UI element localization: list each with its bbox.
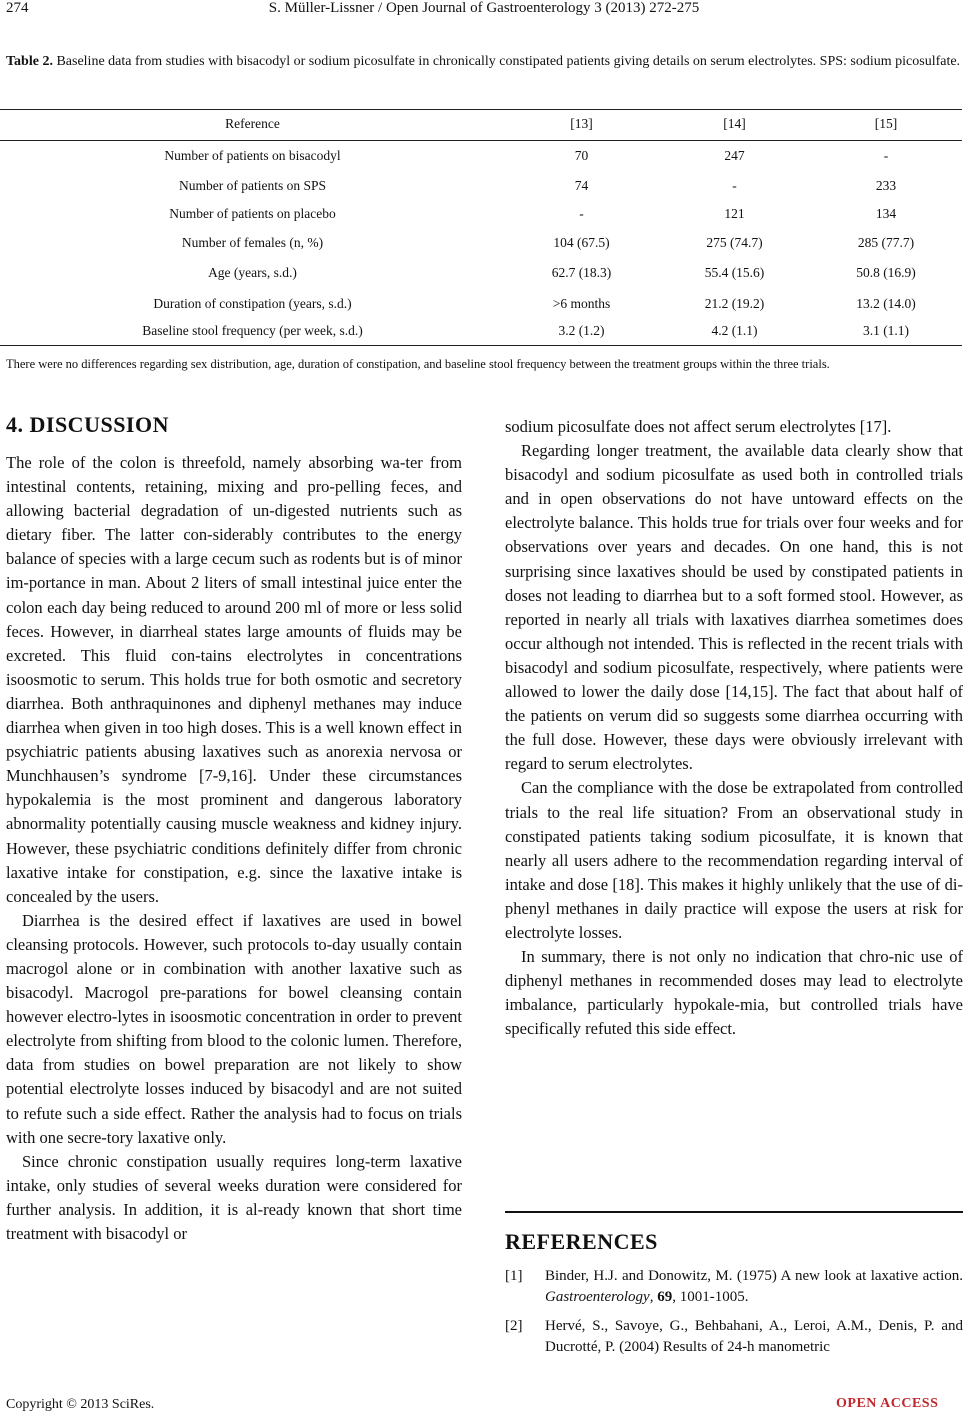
table-row bbox=[0, 321, 962, 341]
paragraph: Diarrhea is the desired effect if laxatives are used in bowel cleansing protocols. However, such protocols to-day usually contain macrogol alone or in combination with another laxative such as bisacodyl. Macrogol pre-parations for bowel cleansing contain however electro-lytes in isoosmotic concentration in order to prevent electrolyte from shifting from blood to the colonic lumen. Therefore, data from studies on bowel preparation are not likely to show potential electrolyte losses induced by bisacodyl and are not suited to refute such a side effect. Rather the analysis had to focus on trials with one secre-tory laxative only. bbox=[6, 910, 462, 1147]
running-header: S. Müller-Lissner / Open Journal of Gastroenterology 3 (2013) 272-275 bbox=[268, 0, 700, 16]
column-header: [15] bbox=[874, 116, 898, 131]
paragraph: Regarding longer treatment, the available data clearly show that bisacodyl and sodium picosulfate as used both in controlled trials and in open observations do not have untoward effects on the electrolyte balance. This holds true for trials over four weeks and for observations over years and decades. On one hand, this is not surprising since laxatives should be used by constipated patients in doses not leading to diarrhea but to a soft formed stool. However, as reported in nearly all trials with laxatives diarrhea sometimes does occur although not intended. This is reflected in the recent trials with bisacodyl and sodium picosulfate, respectively, where patients were allowed to lower the daily dose [14,15]. The fact that about half of the patients on verum did so suggests some diarrhea occurring with the full dose. However, these days were obviously irrelevant with regard to serum electrolytes. bbox=[505, 441, 963, 774]
table-cell: 121 bbox=[724, 206, 745, 221]
table-row bbox=[0, 233, 962, 253]
table-header-rule bbox=[0, 140, 962, 141]
table-cell: - bbox=[579, 206, 584, 221]
table-caption-label: Table 2. bbox=[6, 54, 53, 69]
table-cell: 62.7 (18.3) bbox=[551, 265, 612, 280]
footer-open-access: OPEN ACCESS bbox=[836, 1396, 939, 1411]
table-footnote: There were no differences regarding sex distribution, age, duration of constipation, and baseline stool frequency between the treatment groups within the three trials. bbox=[6, 357, 830, 371]
discussion-left-column bbox=[6, 451, 462, 1246]
table-cell: Number of patients on SPS bbox=[179, 178, 326, 193]
table-row bbox=[0, 146, 962, 166]
table-row bbox=[0, 294, 962, 314]
table-cell: 21.2 (19.2) bbox=[704, 296, 765, 311]
table-cell: Baseline stool frequency (per week, s.d.) bbox=[142, 323, 363, 338]
table-cell: Number of females (n, %) bbox=[181, 235, 324, 250]
table-top-rule bbox=[0, 109, 962, 110]
page-number: 274 bbox=[6, 0, 29, 16]
reference-number: [2] bbox=[505, 1318, 523, 1334]
table-header-row bbox=[0, 114, 962, 134]
table-cell: 50.8 (16.9) bbox=[856, 265, 916, 280]
reference-text bbox=[545, 1266, 963, 1308]
table-cell: 134 bbox=[875, 206, 897, 221]
column-header: Reference bbox=[225, 116, 280, 131]
table-cell: >6 months bbox=[552, 296, 611, 311]
footer-copyright: Copyright © 2013 SciRes. bbox=[6, 1397, 155, 1412]
table-cell: 233 bbox=[875, 178, 897, 193]
reference-journal: Gastroenterology bbox=[545, 1289, 650, 1305]
table-cell: Duration of constipation (years, s.d.) bbox=[153, 296, 352, 311]
table-cell: 275 (74.7) bbox=[706, 235, 763, 250]
paragraph: In summary, there is not only no indication that chro-nic use of diphenyl methanes in recommended doses may lead to electrolyte imbalance, particularly hypokale-mia, but controlled trials have specifically refuted this side effect. bbox=[505, 947, 963, 1039]
table-cell: Age (years, s.d.) bbox=[208, 265, 297, 280]
table-row bbox=[0, 176, 962, 196]
table-bottom-rule bbox=[0, 345, 962, 346]
table-cell: 4.2 (1.1) bbox=[711, 323, 758, 338]
table-cell: 13.2 (14.0) bbox=[856, 296, 916, 311]
reference-pages: , 1001-1005. bbox=[672, 1289, 749, 1305]
table-cell: Number of patients on bisacodyl bbox=[164, 148, 341, 163]
table-cell: 247 bbox=[724, 148, 745, 163]
table-cell: 74 bbox=[574, 178, 589, 193]
discussion-right-column bbox=[505, 415, 963, 1041]
table-row bbox=[0, 263, 962, 283]
table-cell: 285 (77.7) bbox=[857, 235, 915, 250]
column-header: [14] bbox=[723, 116, 746, 131]
reference-text: Hervé, S., Savoye, G., Behbahani, A., Leroi, A.M., Denis, P. and Ducrotté, P. (2004) Results of 24-h manometric bbox=[545, 1318, 963, 1355]
references-rule bbox=[505, 1211, 963, 1213]
paragraph: Can the compliance with the dose be extrapolated from controlled trials to the real life situation? From an observational study in constipated patients taking sodium picosulfate, it is known that nearly all users adhere to the recommendation regarding interval of intake and dose [18]. This makes it highly unlikely that the use of di-phenyl methanes in daily practice will expose the users at risk for electrolyte losses. bbox=[505, 778, 963, 942]
column-header: [13] bbox=[570, 116, 593, 131]
reference-authors-title: Binder, H.J. and Donowitz, M. (1975) A new look at laxative action. bbox=[545, 1268, 963, 1284]
table-cell: 3.2 (1.2) bbox=[558, 323, 605, 338]
table-caption-text: Baseline data from studies with bisacodyl or sodium picosulfate in chronically constipated patients giving details on serum electrolytes. SPS: sodium picosulfate. bbox=[52, 54, 961, 69]
table-row bbox=[0, 204, 962, 224]
reference-separator: , bbox=[649, 1289, 658, 1305]
section-heading-discussion: 4. DISCUSSION bbox=[6, 412, 169, 437]
table-cell: - bbox=[883, 148, 889, 163]
table-cell: Number of patients on placebo bbox=[169, 206, 336, 221]
table-cell: 104 (67.5) bbox=[553, 235, 610, 250]
table-cell: 70 bbox=[574, 148, 589, 163]
section-heading-references: REFERENCES bbox=[505, 1229, 658, 1254]
reference-number: [1] bbox=[505, 1268, 523, 1284]
paragraph: sodium picosulfate does not affect serum electrolytes [17]. bbox=[505, 417, 892, 436]
reference-volume: 69 bbox=[657, 1289, 673, 1305]
paragraph: The role of the colon is threefold, namely absorbing wa-ter from intestinal contents, retaining, mixing and pro-pelling feces, and allowing bacterial degradation of un-digested nutrients such as dietary fiber. The latter con-siderably contributes to the energy balance of species with a large cecum such as rodents but is of minor im-portance in man. About 2 liters of small intestinal juice enter the colon each day being reduced to around 200 ml of more or less solid feces. However, in diarrheal states large amounts of fluids may be excreted. This fluid con-tains electrolytes in concentrations isoosmotic to serum. This holds true for both osmotic and secretory diarrhea. Both anthraquinones and diphenyl methanes may induce diarrhea when given in too high doses. This is a well known effect in psychiatric patients abusing laxatives such as anorexia nervosa or Munchhausen’s syndrome [7-9,16]. Under these circumstances hypokalemia is the most prominent and dangerous laboratory abnormality potentially causing muscle weakness and kidney injury. However, these psychiatric conditions definitely differ from chronic laxative intake for constipation, e.g. since the laxative intake is concealed by the users. bbox=[6, 453, 462, 906]
table-caption bbox=[6, 52, 964, 72]
table-cell: 3.1 (1.1) bbox=[862, 323, 910, 338]
paragraph: Since chronic constipation usually requires long-term laxative intake, only studies of several weeks duration were considered for further analysis. In addition, it is al-ready known that short time treatment with bisacodyl or bbox=[6, 1151, 462, 1243]
table-cell: 55.4 (15.6) bbox=[704, 265, 765, 280]
table-cell: - bbox=[732, 178, 737, 193]
